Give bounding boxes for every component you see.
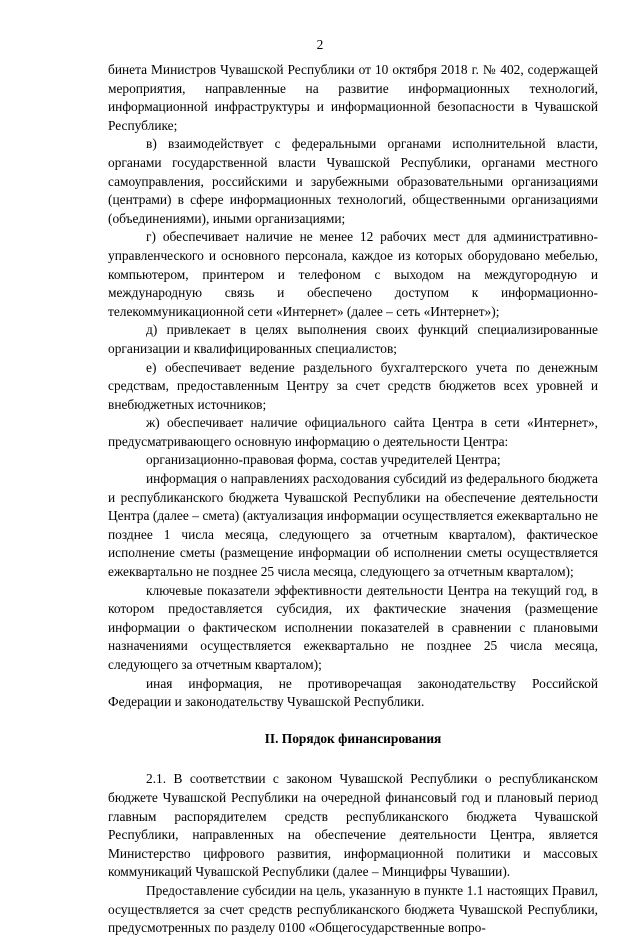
paragraph: Предоставление субсидии на цель, указанную в пункте 1.1 настоящих Правил, осуществляется за счет средств республиканского бюджета Чувашской Республики, предусмотренных по разделу 0100 «Общегосударственные вопро- (108, 882, 598, 936)
paragraph: 2.1. В соответствии с законом Чувашской Республики о республиканском бюджете Чувашской Республики на очередной финансовый год и плановый период главным распорядителем средств республиканского бюджета Чувашской Республики, направленных на обеспечение деятельности Центра, является Министерство цифрового развития, информационной политики и массовых коммуникаций Чувашской Республики (далее – Минцифры Чувашии). (108, 771, 598, 880)
paragraph: е) обеспечивает ведение раздельного бухгалтерского учета по денежным средствам, предоставленным Центру за счет средств бюджетов всех уровней и внебюджетных источников; (108, 359, 598, 412)
paragraph: информация о направлениях расходования субсидий из федерального бюджета и республиканского бюджета Чувашской Республики на обеспечение деятельности Центра (далее – смета) (актуализация информации осуществляется ежеквартально не позднее 1 числа месяца, следующего за отчетным кварталом), фактическое исполнение сметы (размещение информации об исполнении сметы осуществляется ежеквартально не позднее 25 числа месяца, следующего за отчетным кварталом); (108, 471, 598, 580)
paragraph: в) взаимодействует с федеральными органами исполнительной власти, органами государственной власти Чувашской Республики, органами местного самоуправления, российскими и зарубежными образовательными организациями (центрами) в сфере информационных технологий, общественными организациями (объединениями), иными организациями; (108, 136, 598, 226)
paragraph: ж) обеспечивает наличие официального сайта Центра в сети «Интернет», предусматривающего основную информацию о деятельности Центра: (108, 415, 598, 449)
document-body (108, 61, 598, 938)
section-heading: II. Порядок финансирования (264, 730, 442, 746)
paragraph: иная информация, не противоречащая законодательству Российской Федерации и законодательству Чувашской Республики. (108, 675, 598, 710)
paragraph: г) обеспечивает наличие не менее 12 рабочих мест для административно-управленческого и основного персонала, каждое из которых оборудовано мебелью, компьютером, принтером и телефоном с выходом на междугородную и международную связь и обеспечено доступом к информационно-телекоммуникационной сети «Интернет» (далее – сеть «Интернет»); (108, 229, 598, 319)
page-number: 2 (316, 37, 324, 52)
paragraph: организационно-правовая форма, состав учредителей Центра; (146, 452, 501, 468)
paragraph: бинета Министров Чувашской Республики от 10 октября 2018 г. № 402, содержащей мероприятия, направленные на развитие информационных технологий, информационной инфраструктуры и информационной безопасности в Чувашской Республике; (108, 62, 598, 133)
paragraph: д) привлекает в целях выполнения своих функций специализированные организации и квалифицированных специалистов; (108, 322, 598, 356)
paragraph: ключевые показатели эффективности деятельности Центра на текущий год, в котором предоставляется субсидия, их фактические значения (размещение информации о фактическом исполнении показателей в сравнении с плановыми назначениями осуществляется ежеквартально не позднее 25 числа месяца, следующего за отчетным кварталом); (108, 582, 598, 672)
